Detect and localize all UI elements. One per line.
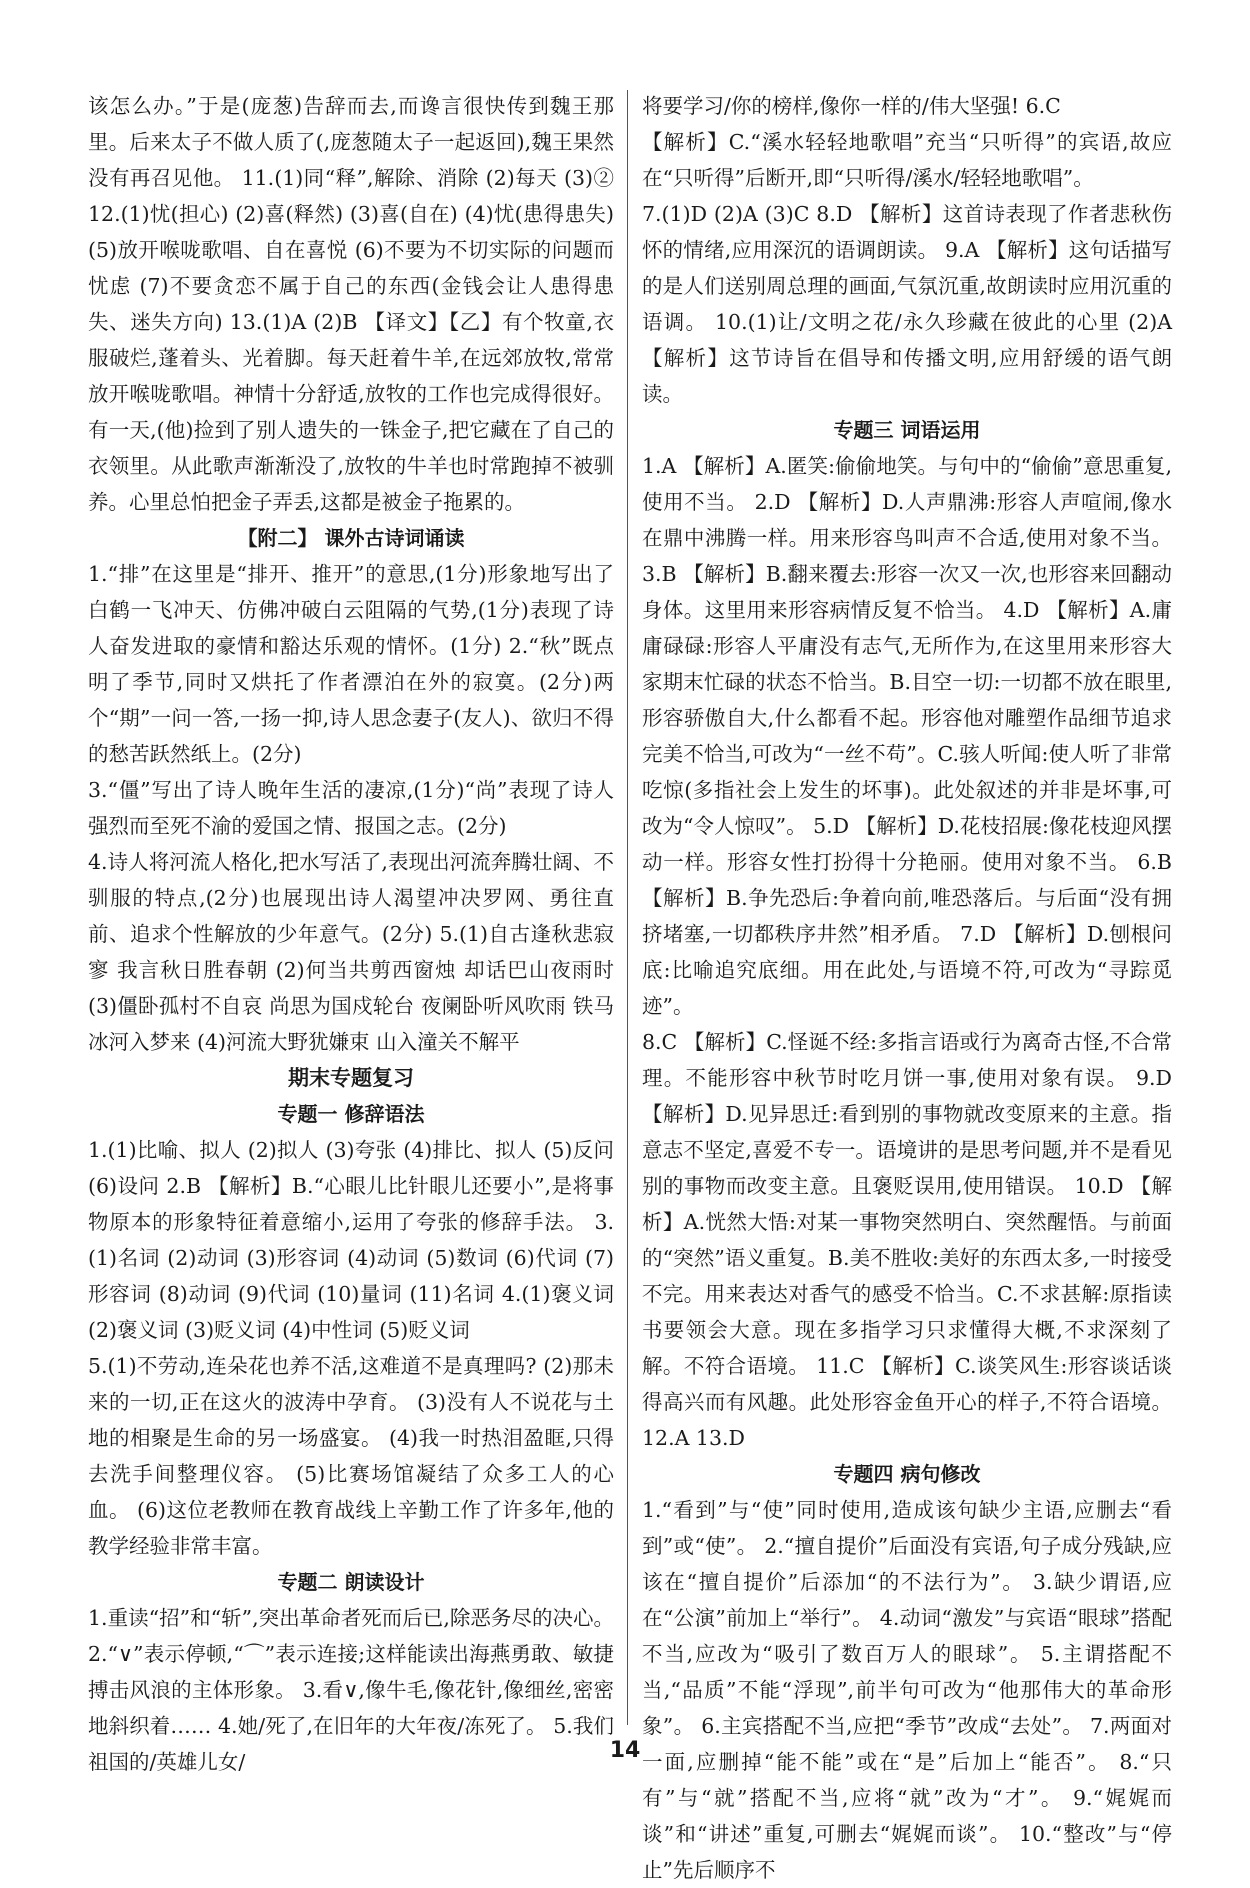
- right-column: [642, 88, 1172, 1882]
- answer-paragraph: 1.“看到”与“使”同时使用,造成该句缺少主语,应删去“看到”或“使”。 2.“擅自提价”后面没有宾语,句子成分残缺,应该在“擅自提价”后添加“的不法行为”。 3.缺少谓语,应在“公演”前加上“举行”。 4.动词“激发”与宾语“眼球”搭配不当,应改为“吸引了数百万人的眼球”。 5.主谓搭配不当,“品质”不能“浮现”,前半句可改为“他那伟大的革命形象”。 6.主宾搭配不当,应把“季节”改成“去处”。 7.两面对一面,应删掉“能不能”或在“是”后加上“能否”。 8.“只有”与“就”搭配不当,应将“就”改为“才”。 9.“娓娓而谈”和“讲述”重复,可删去“娓娓而谈”。 10.“整改”与“停止”先后顺序不: [642, 1498, 1172, 1882]
- column-divider: [627, 90, 628, 1725]
- section-heading: 【附二】 课外古诗词诵读: [237, 526, 465, 550]
- answer-paragraph: 8.C 【解析】C.怪诞不经:多指言语或行为离奇古怪,不合常理。不能形容中秋节时吃月饼一事,使用对象有误。 9.D 【解析】D.见异思迁:看到别的事物就改变原来的主意。指意志不坚定,喜爱不专一。语境讲的是思考问题,并不是看见别的事物而改变主意。且褒贬误用,使用错误。 10.D 【解析】A.恍然大悟:对某一事物突然明白、突然醒悟。与前面的“突然”语义重复。B.美不胜收:美好的东西太多,一时接受不完。用来表达对香气的感受不恰当。C.不求甚解:原指读书要领会大意。现在多指学习只求懂得大概,不求深刻了解。不符合语境。 11.C 【解析】C.谈笑风生:形容谈话谈得高兴而有风趣。此处形容金鱼开心的样子,不符合语境。 12.A 13.D: [642, 1030, 1172, 1450]
- section-heading: 专题一 修辞语法: [277, 1102, 425, 1126]
- section-heading: 专题二 朗读设计: [277, 1570, 425, 1594]
- answer-paragraph: 1.重读“招”和“斩”,突出革命者死而后已,除恶务尽的决心。 2.“∨”表示停顿,“⌒”表示连接;这样能读出海燕勇敢、敏捷搏击风浪的主体形象。 3.看∨,像牛毛,像花针,像细丝,密密地斜织着…… 4.她/死了,在旧年的大年夜/冻死了。 5.我们祖国的/英雄儿女/: [88, 1606, 614, 1774]
- answer-paragraph: 3.“僵”写出了诗人晚年生活的凄凉,(1分)“尚”表现了诗人强烈而至死不渝的爱国之情、报国之志。(2分): [88, 778, 614, 838]
- answer-paragraph: 【解析】C.“溪水轻轻地歌唱”充当“只听得”的宾语,故应在“只听得”后断开,即“只听得/溪水/轻轻地歌唱”。: [642, 130, 1172, 190]
- answer-paragraph: 5.(1)不劳动,连朵花也养不活,这难道不是真理吗? (2)那未来的一切,正在这火的波涛中孕育。 (3)没有人不说花与土地的相聚是生命的另一场盛宴。 (4)我一时热泪盈眶,只得去洗手间整理仪容。 (5)比赛场馆凝结了众多工人的心血。 (6)这位老教师在教育战线上辛勤工作了许多年,他的教学经验非常丰富。: [88, 1354, 614, 1558]
- section-heading: 专题四 病句修改: [833, 1462, 981, 1486]
- answer-paragraph: 1.A 【解析】A.匿笑:偷偷地笑。与句中的“偷偷”意思重复,使用不当。 2.D 【解析】D.人声鼎沸:形容人声喧闹,像水在鼎中沸腾一样。用来形容鸟叫声不合适,使用对象不当。 3.B 【解析】B.翻来覆去:形容一次又一次,也形容来回翻动身体。这里用来形容病情反复不恰当。 4.D 【解析】A.庸庸碌碌:形容人平庸没有志气,无所作为,在这里用来形容大家期末忙碌的状态不恰当。B.目空一切:一切都不放在眼里,形容骄傲自大,什么都看不起。形容他对雕塑作品细节追求完美不恰当,可改为“一丝不苟”。C.骇人听闻:使人听了非常吃惊(多指社会上发生的坏事)。此处叙述的并非是坏事,可改为“令人惊叹”。 5.D 【解析】D.花枝招展:像花枝迎风摆动一样。形容女性打扮得十分艳丽。使用对象不当。 6.B 【解析】B.争先恐后:争着向前,唯恐落后。与后面“没有拥挤堵塞,一切都秩序井然”相矛盾。 7.D 【解析】D.刨根问底:比喻追究底细。用在此处,与语境不符,可改为“寻踪觅迹”。: [642, 454, 1172, 1018]
- answer-paragraph: 4.诗人将河流人格化,把水写活了,表现出河流奔腾壮阔、不驯服的特点,(2分)也展现出诗人渴望冲决罗网、勇往直前、追求个性解放的少年意气。(2分) 5.(1)自古逢秋悲寂寥 我言秋日胜春朝 (2)何当共剪西窗烛 却话巴山夜雨时 (3)僵卧孤村不自哀 尚思为国戍轮台 夜阑卧听风吹雨 铁马冰河入梦来 (4)河流大野犹嫌束 山入潼关不解平: [88, 850, 614, 1054]
- answer-paragraph: 1.“排”在这里是“排开、推开”的意思,(1分)形象地写出了白鹤一飞冲天、仿佛冲破白云阻隔的气势,(1分)表现了诗人奋发进取的豪情和豁达乐观的情怀。(1分) 2.“秋”既点明了季节,同时又烘托了作者漂泊在外的寂寞。(2分)两个“期”一问一答,一扬一抑,诗人思念妻子(友人)、欲归不得的愁苦跃然纸上。(2分): [88, 562, 614, 766]
- left-column: [88, 88, 614, 1774]
- answer-paragraph: 1.(1)比喻、拟人 (2)拟人 (3)夸张 (4)排比、拟人 (5)反问 (6)设问 2.B 【解析】B.“心眼儿比针眼儿还要小”,是将事物原本的形象特征着意缩小,运用了夸张的修辞手法。 3.(1)名词 (2)动词 (3)形容词 (4)动词 (5)数词 (6)代词 (7)形容词 (8)动词 (9)代词 (10)量词 (11)名词 4.(1)褒义词 (2)褒义词 (3)贬义词 (4)中性词 (5)贬义词: [88, 1138, 614, 1342]
- answer-paragraph: 7.(1)D (2)A (3)C 8.D 【解析】这首诗表现了作者悲秋伤怀的情绪,应用深沉的语调朗读。 9.A 【解析】这句话描写的是人们送别周总理的画面,气氛沉重,故朗读时应用沉重的语调。 10.(1)让/文明之花/永久珍藏在彼此的心里 (2)A 【解析】这节诗旨在倡导和传播文明,应用舒缓的语气朗读。: [642, 202, 1172, 406]
- answer-paragraph: 将要学习/你的榜样,像你一样的/伟大坚强! 6.C: [642, 94, 1061, 118]
- section-heading: 专题三 词语运用: [833, 418, 981, 442]
- main-section-heading: 期末专题复习: [288, 1066, 414, 1090]
- answer-paragraph: 该怎么办。”于是(庞葱)告辞而去,而谗言很快传到魏王那里。后来太子不做人质了(,庞葱随太子一起返回),魏王果然没有再召见他。 11.(1)同“释”,解除、消除 (2)每天 (3)② 12.(1)忧(担心) (2)喜(释然) (3)喜(自在) (4)忧(患得患失) (5)放开喉咙歌唱、自在喜悦 (6)不要为不切实际的问题而忧虑 (7)不要贪恋不属于自己的东西(金钱会让人患得患失、迷失方向) 13.(1)A (2)B 【译文】【乙】有个牧童,衣服破烂,蓬着头、光着脚。每天赶着牛羊,在远郊放牧,常常放开喉咙歌唱。神情十分舒适,放牧的工作也完成得很好。有一天,(他)捡到了别人遗失的一铢金子,把它藏在了自己的衣领里。从此歌声渐渐没了,放牧的牛羊也时常跑掉不被驯养。心里总怕把金子弄丢,这都是被金子拖累的。: [88, 94, 614, 514]
- page-number: 14: [609, 1738, 641, 1763]
